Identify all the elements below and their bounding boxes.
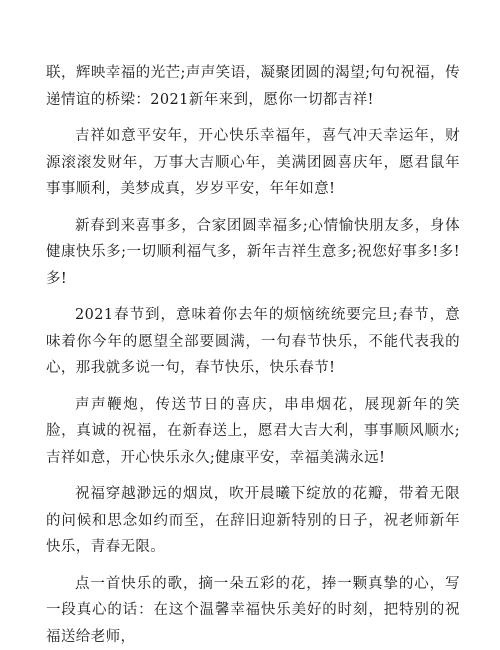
paragraph-7: 点一首快乐的歌，摘一朵五彩的花，捧一颗真挚的心，写一段真心的话：在这个温馨幸福快乐美好的时刻，把特别的祝福送给老师，	[46, 571, 460, 650]
paragraph-5: 声声鞭炮，传送节日的喜庆，串串烟花，展现新年的笑脸，真诚的祝福，在新春送上，愿君大吉大利，事事顺风顺水;吉祥如意，开心快乐永久;健康平安，幸福美满永远!	[46, 392, 460, 472]
paragraph-2: 吉祥如意平安年，开心快乐幸福年，喜气冲天幸运年，财源滚滚发财年，万事大吉顺心年，美满团圆喜庆年，愿君鼠年事事顺利，美梦成真，岁岁平安，年年如意!	[46, 123, 460, 203]
paragraph-6: 祝福穿越渺远的烟岚，吹开晨曦下绽放的花瓣，带着无限的问候和思念如约而至，在辞旧迎新特别的日子，祝老师新年快乐，青春无限。	[46, 481, 460, 561]
paragraph-1: 联，辉映幸福的光芒;声声笑语，凝聚团圆的渴望;句句祝福，传递情谊的桥梁：2021新年来到，愿你一切都吉祥!	[46, 60, 460, 113]
paragraph-4: 2021春节到，意味着你去年的烦恼统统要完旦;春节，意味着你今年的愿望全部要圆满，一句春节快乐，不能代表我的心，那我就多说一句，春节快乐，快乐春节!	[46, 302, 460, 382]
paragraph-3: 新春到来喜事多，合家团圆幸福多;心情愉快朋友多，身体健康快乐多;一切顺利福气多，新年吉祥生意多;祝您好事多!多!多!	[46, 213, 460, 293]
